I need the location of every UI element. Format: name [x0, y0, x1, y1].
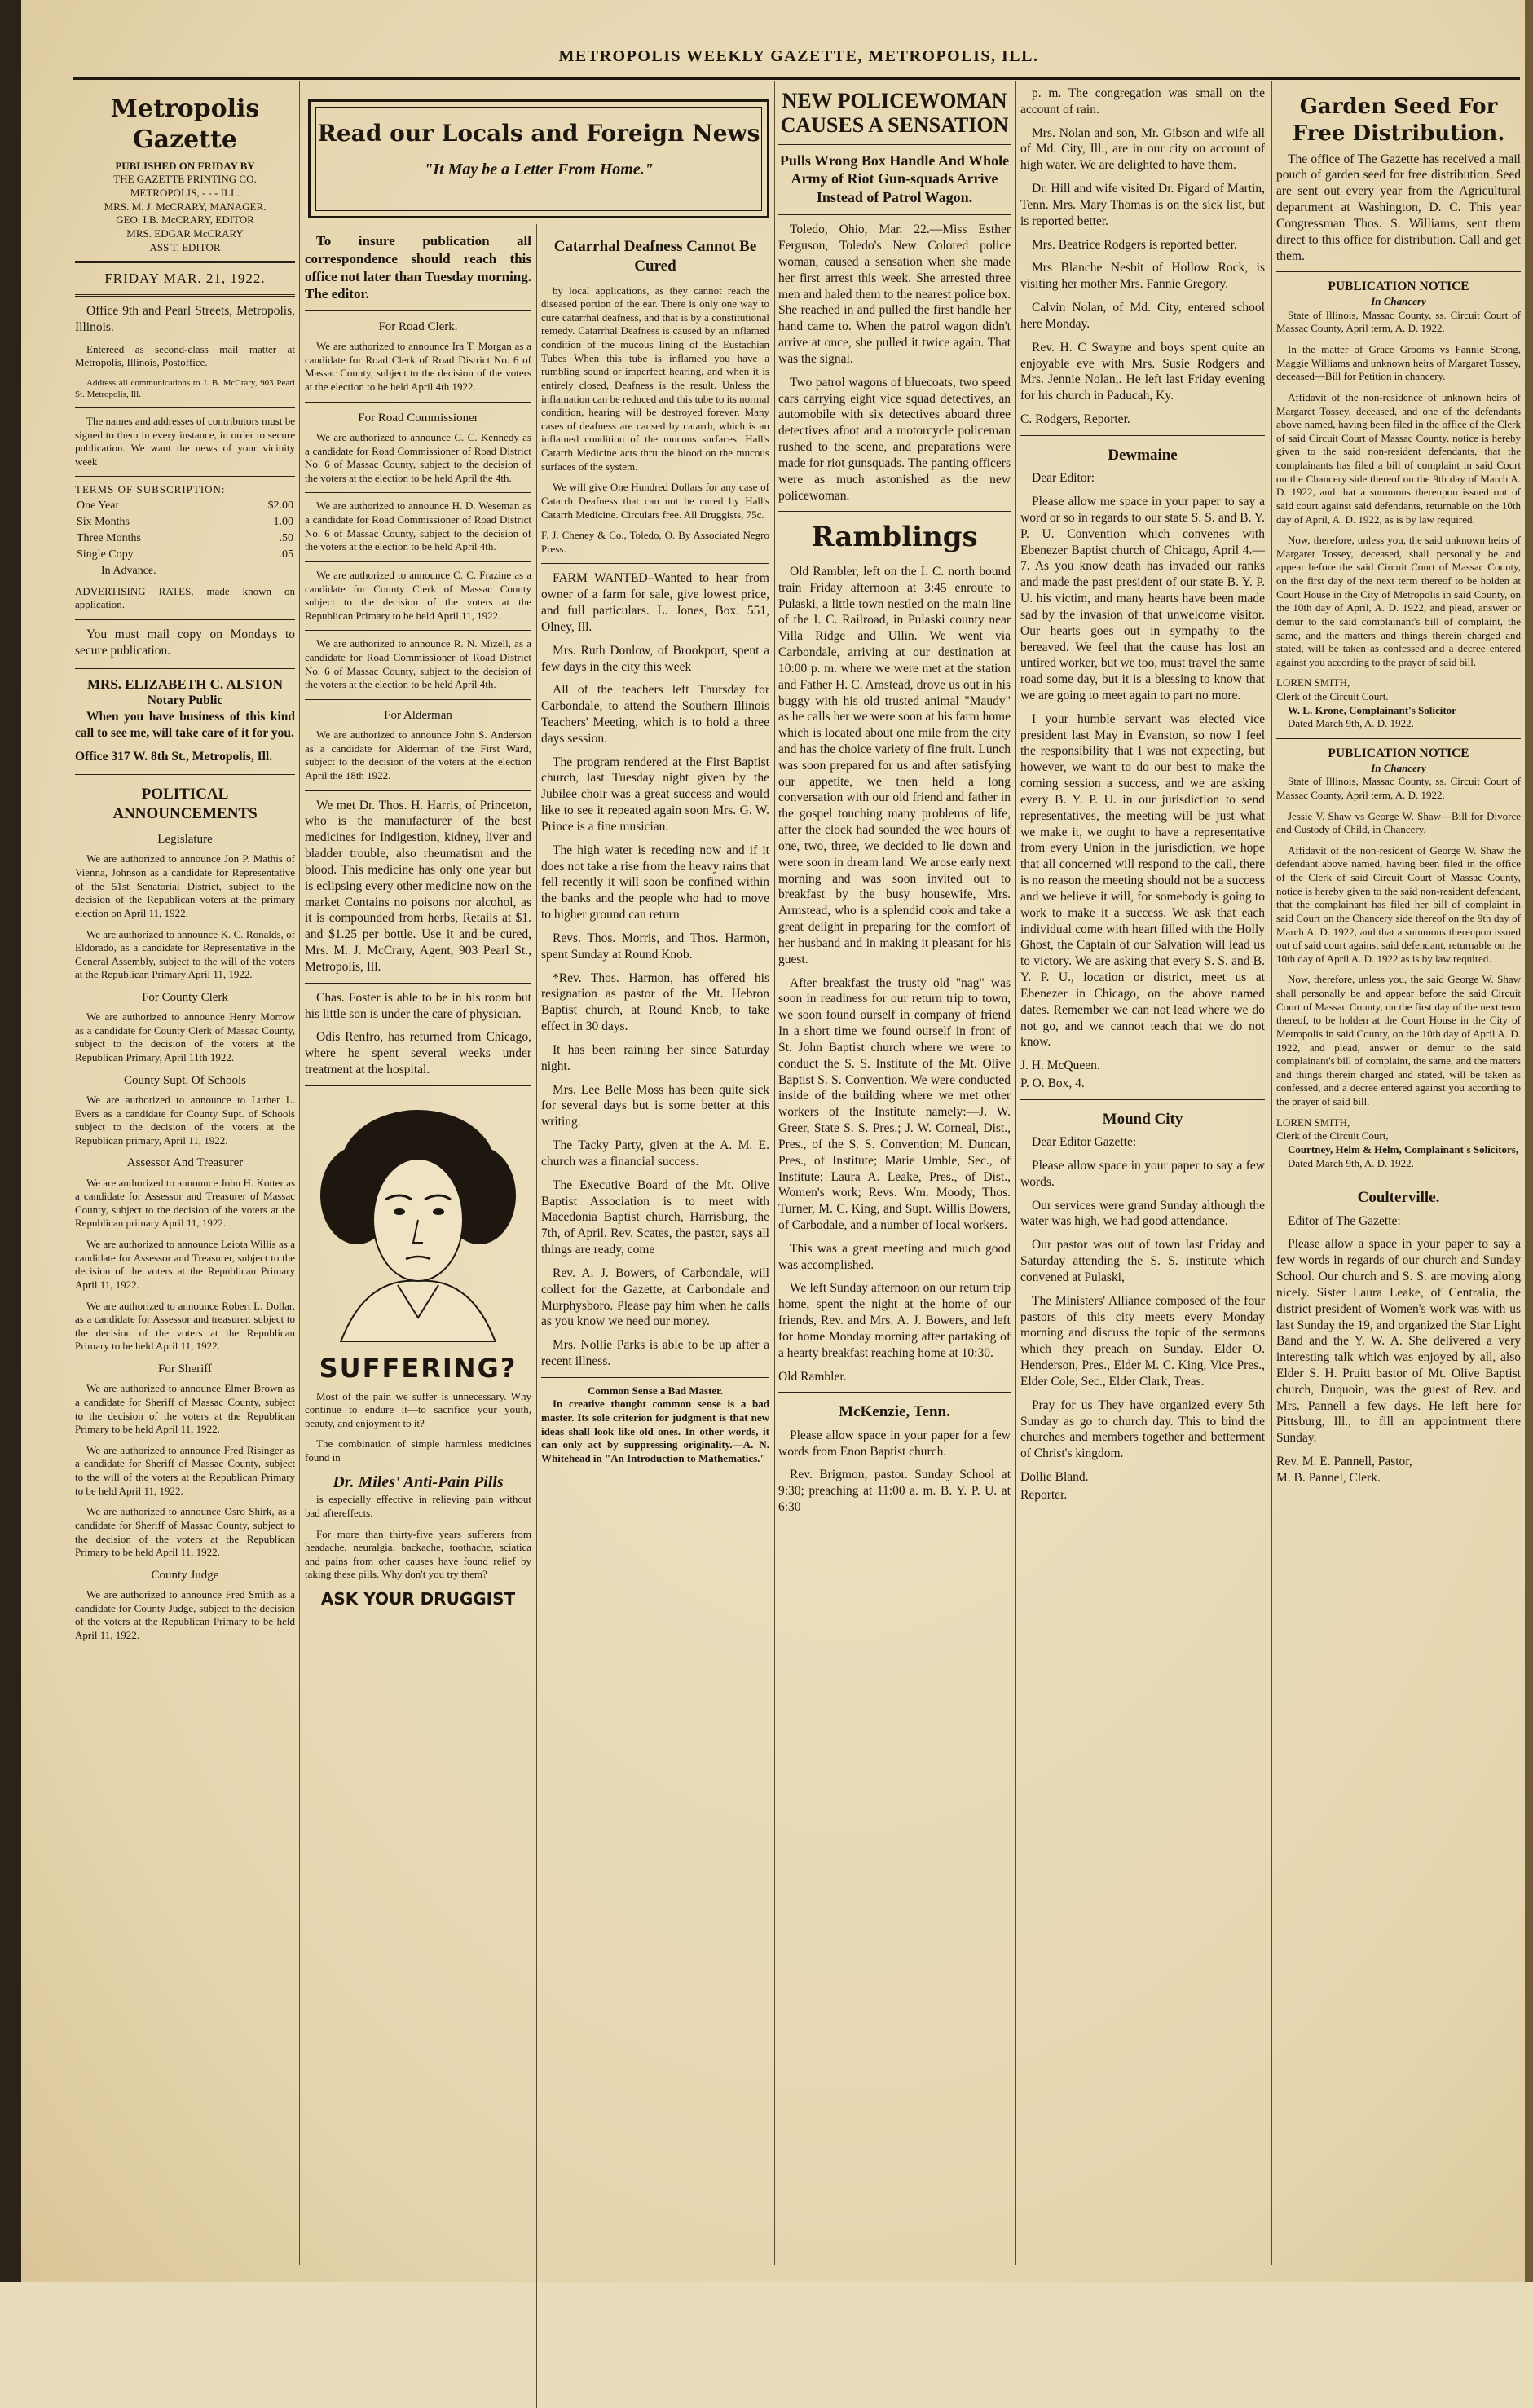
- announcement: We are authorized to announce Fred Risinger as a candidate for Sheriff of Massac County, subject to the will of the voters at the Republican Primary to be held April 11, 1922.: [75, 1443, 295, 1497]
- notice-title: PUBLICATION NOTICE: [1328, 280, 1469, 294]
- ad-text: For more than thirty-five years sufferers from headache, neuralgia, backache, toothache, sciatica and pains from other causes have found relief by taking these pills. Why don't you try them?: [305, 1527, 531, 1581]
- article-paragraph: Mrs Blanche Nesbit of Hollow Rock, is visiting her mother Mrs. Fannie Gregory.: [1020, 261, 1265, 292]
- column-2: [305, 232, 531, 2253]
- tacky-item: The Tacky Party, given at the A. M. E. church was a financial success.: [541, 1138, 769, 1169]
- terms-row: [77, 515, 293, 530]
- clerk-signature: M. B. Pannel, Clerk.: [1276, 1470, 1381, 1485]
- insure-note: To insure publication all correspondence should reach this office not later than Tuesday morning. The editor.: [305, 233, 531, 302]
- article-paragraph: This was a great meeting and much good was accomplished.: [778, 1241, 1011, 1272]
- board-item: The Executive Board of the Mt. Olive Baptist Association is to meet with Macedonia Baptist church, Harrisburg, the 7th, of April. Rev. Scates, the pastor, says all things are ready, come: [541, 1178, 769, 1257]
- bland-title: Reporter.: [1020, 1487, 1068, 1502]
- divider: [778, 1392, 1011, 1393]
- announcement: We are authorized to announce C. C. Frazine as a candidate for County Clerk of Massac County subject to the decision of the voters at the Republican Primary to be held April 11, 1922.: [305, 568, 531, 622]
- ad-text: The combination of simple harmless medicines found in: [305, 1437, 531, 1464]
- divider: [75, 773, 295, 775]
- terms-value: [241, 564, 293, 579]
- article-paragraph: Mrs. Nolan and son, Mr. Gibson and wife all of Md. City, Ill., are in our city on account of high water. We are delighted to have them.: [1020, 125, 1265, 173]
- mcqueen-signature: J. H. McQueen.: [1020, 1059, 1100, 1073]
- notice-signature: LOREN SMITH,: [1276, 1116, 1350, 1129]
- office-address: Office 9th and Pearl Streets, Metropolis, Illinois.: [75, 303, 295, 334]
- divider: [1020, 1099, 1265, 1100]
- donlow-item: Mrs. Ruth Donlow, of Brookport, spent a few days in the city this week: [541, 643, 769, 674]
- article-paragraph: We left Sunday afternoon on our return trip home, spent the night at the home of our friends, Rev. and Mrs. A. J. Bowers, and left for home Monday morning after partaking of a hearty breakfast reaching home at 10:30.: [778, 1281, 1011, 1360]
- alston-office: Office 317 W. 8th St., Metropolis, Ill.: [75, 749, 273, 764]
- moss-item: Mrs. Lee Belle Moss has been quite sick for several days but is some better at this writing.: [541, 1082, 769, 1129]
- catarrh-title: Catarrhal Deafness Cannot Be Cured: [553, 238, 757, 275]
- notice-signature: Clerk of the Circuit Court,: [1276, 1129, 1389, 1142]
- subhead-alderman: For Alderman: [384, 708, 452, 722]
- article-paragraph: Please allow space in your paper for a few words from Enon Baptist church.: [778, 1428, 1011, 1459]
- divider: [305, 1085, 531, 1086]
- bowers-item: Rev. A. J. Bowers, of Carbondale, will collect for the Gazette, at Carbondale and Murphysboro. Please pay him when he calls as you know we need our money.: [541, 1266, 769, 1329]
- rambler-signature: Old Rambler.: [778, 1369, 847, 1384]
- editor-line: GEO. I.B. McCRARY, EDITOR: [116, 214, 254, 227]
- mcqueen-box: P. O. Box, 4.: [1020, 1076, 1085, 1091]
- article-paragraph: Toledo, Ohio, Mar. 22.—Miss Esther Ferguson, Toledo's New Colored police woman, caused a sensation when she made her first arrest this week. She arrested three men and haled them to the nearest police box. She reached in and pulled the first handle her hand came to. When the patrol wagon didn't arrive at once, she pulled it twice again. That was the signal.: [778, 222, 1011, 366]
- box-subtitle: "It May be a Letter From Home.": [424, 161, 654, 178]
- assistant-title: ASS'T. EDITOR: [149, 240, 221, 253]
- alston-title: Notary Public: [147, 693, 223, 708]
- seed-text: The office of The Gazette has received a mail pouch of garden seed for free distribution. Seed are sent out every year from the Agricultural department at Washington, D. C. This year Congressman Thos. S. Williams, sent them direct to this office for distribution. Call and get them.: [1276, 152, 1521, 263]
- masthead-rule: [73, 77, 1520, 80]
- column-5: [1020, 86, 1265, 2237]
- divider: [305, 699, 531, 700]
- mound-city-title: Mound City: [1102, 1110, 1183, 1128]
- page-edge-left: [0, 0, 21, 2282]
- teachers-item: All of the teachers left Thursday for Carbondale, to attend the Southern Illinois Teachers' Meeting, which is to hold a three days session.: [541, 683, 769, 746]
- divider: [305, 790, 531, 791]
- ad-headline: SUFFERING?: [319, 1352, 518, 1384]
- terms-title: TERMS OF SUBSCRIPTION:: [75, 483, 226, 496]
- terms-row: [77, 548, 293, 562]
- article-paragraph: Calvin Nolan, of Md. City, entered school here Monday.: [1020, 301, 1265, 331]
- announcement: We are authorized to announce John S. Anderson as a candidate for Alderman of the First Ward, subject to the decision of the voters at the election April the 18th 1922.: [305, 729, 531, 781]
- notice-solicitor: Courtney, Helm & Helm, Complainant's Solicitors,: [1288, 1142, 1519, 1156]
- ramblings-title: Ramblings: [811, 521, 978, 554]
- notice-paragraph: Affidavit of the non-resident of George W. Shaw the defendant above named, having been filed in the office of the Clerk of said Circuit Court of Massac County, notice is hereby given to the said non-resident defendant, that the complainant has filed her bill of complaint in said Court on the Chancery side thereof on the 9th day of March A. D. 1922, and that a summons thereupon issued out of said court against said defendant, returnable on the 10th day of April A. D. 1922 as is by law required.: [1276, 843, 1521, 965]
- divider: [778, 214, 1011, 215]
- coulterville-title: Coulterville.: [1357, 1189, 1440, 1207]
- masthead: METROPOLIS WEEKLY GAZETTE, METROPOLIS, ILL.: [558, 47, 1039, 65]
- catarrh-signature: F. J. Cheney & Co., Toledo, O. By Associated Negro Press.: [541, 529, 769, 555]
- revs-item: Revs. Thos. Morris, and Thos. Harmon, spent Sunday at Round Knob.: [541, 931, 769, 962]
- salutation: Dear Editor Gazette:: [1032, 1135, 1137, 1150]
- column-rule: [299, 81, 300, 2265]
- subhead-assessor: Assessor And Treasurer: [126, 1156, 244, 1170]
- divider: [541, 563, 769, 564]
- subhead-sheriff: For Sheriff: [158, 1362, 212, 1376]
- article-paragraph: The Ministers' Alliance composed of the four pastors of this city meets every Monday morning and discuss the topic of the sermons which they preach on Sunday. Elder O. Henderson, Pres., Elder M. C. King, Vice Pres., Elder Cole, Sec., Elder Clark, Treas.: [1020, 1293, 1265, 1389]
- column-3: [541, 232, 769, 2253]
- notice-subtitle: In Chancery: [1371, 295, 1426, 308]
- terms-label: In Advance.: [101, 564, 156, 577]
- article-paragraph: Old Rambler, left on the I. C. north bound train Friday afternoon at 3:45 enroute to Pulaski, a little town nestled on the main line of the I. C. Railroad, in Pulaski county near Villa Ridge and Ullin. We went via Carbondale, arriving at our destination at 10:00 p. m. where we were met at the station and Father H. C. Amstead, drove us out in his buggy with his old trusted animal "Maudy" as he calls her we were soon at his farm home which is located about one mile from the city and has the choice variety of fine fruit. Lunch was soon prepared for us and after satisfying our appetite, we then held a long conversation with our old friend and father in the gospel touching many problems of life, after the clock had sounded the wee hours of one, two, three, we decided to lie down and were soon in dream land. We arose early next morning and was soon invited out to breakfast by the busy housewife, Mrs. Armstead, who is a splendid cook and take a great delight in preparing for the comfort of her husband and in making it pleasant for his guest.: [778, 564, 1011, 966]
- divider: [305, 492, 531, 493]
- terms-value: .05: [279, 548, 293, 561]
- notice-paragraph: State of Illinois, Massac County, ss. Circuit Court of Massac County, April term, A. D. 1922.: [1276, 308, 1521, 335]
- article-paragraph: Dr. Hill and wife visited Dr. Pigard of Martin, Tenn. Mrs. Mary Thomas is on the sick list, but is reported better.: [1020, 182, 1265, 228]
- terms-label: One Year: [77, 500, 120, 513]
- article-paragraph: Please allow me space in your paper to say a word or so in regards to our state S. S. and B. Y. P. U. Convention which convenes with Ebenezer Baptist church of Chicago, April 4.—7. As you know death has invaded our ranks and made the past president of our state B. Y. P. U. his victim, and many hearts have been made sad by the invasion of that unwelcome visitor. Our hearts goes out in sympathy to the bereaved. We feel that the cause has lost an untired worker, but we too, must travel the same road some day, but it is a blessing to know that we are going to meet again to part no more.: [1020, 495, 1265, 702]
- column-rule: [1015, 81, 1016, 2265]
- divider: [305, 402, 531, 403]
- subhead-road-clerk: For Road Clerk.: [378, 320, 458, 333]
- article-paragraph: Rev. H. C Swayne and boys spent quite an enjoyable eve with Mrs. Susie Rodgers and Mrs. Jennie Nolan,. He left last Friday evening for his church in Paducah, Ky.: [1020, 340, 1265, 403]
- sense-title: Common Sense a Bad Master.: [588, 1384, 723, 1397]
- notice-date: Dated March 9th, A. D. 1922.: [1288, 1156, 1414, 1169]
- divider: [778, 511, 1011, 512]
- article-paragraph: Rev. Brigmon, pastor. Sunday School at 9:30; preaching at 11:00 a. m. B. Y. P. U. at 6:30: [778, 1468, 1011, 1515]
- subhead-county-clerk: For County Clerk: [142, 991, 228, 1005]
- policewoman-headline: NEW POLICEWOMAN CAUSES A SENSATION: [780, 89, 1009, 137]
- column-rule: [536, 224, 537, 2408]
- divider: [1020, 435, 1265, 436]
- renfro-item: Odis Renfro, has returned from Chicago, where he spent several weeks under treatment at the hospital.: [305, 1030, 531, 1076]
- advertising-rates: ADVERTISING RATES, made known on application.: [75, 584, 295, 611]
- salutation: Dear Editor:: [1032, 471, 1095, 486]
- locals-news-box: [308, 99, 769, 218]
- parks-item: Mrs. Nollie Parks is able to be up after a recent illness.: [541, 1338, 769, 1368]
- terms-row: [77, 531, 293, 546]
- issue-date: FRIDAY MAR. 21, 1922.: [104, 271, 266, 287]
- manager-line: MRS. M. J. McCRARY, MANAGER.: [104, 200, 267, 213]
- article-paragraph: Please allow space in your paper to say a few words.: [1020, 1159, 1265, 1189]
- terms-value: .50: [279, 531, 293, 544]
- program-item: The program rendered at the First Baptist church, last Tuesday night given by the Jubilee choir was a great success and would like to see it repeated again soon Mrs. G. W. Prince is a fine musician.: [541, 755, 769, 834]
- ad-brand: Dr. Miles' Anti-Pain Pills: [333, 1473, 504, 1491]
- notice-subtitle: In Chancery: [1371, 761, 1426, 774]
- announcement: We are authorized to announce Fred Smith as a candidate for County Judge, subject to the decision of the voters at the Republican Primary to be held April 11, 1922.: [75, 1587, 295, 1641]
- foster-item: Chas. Foster is able to be in his room but his little son is under the care of physician.: [305, 990, 531, 1021]
- notice-solicitor: W. L. Krone, Complainant's Solicitor: [1288, 703, 1456, 716]
- mail-note: You must mail copy on Mondays to secure publication.: [75, 627, 295, 658]
- terms-row: [77, 499, 293, 513]
- announcement: We are authorized to announce H. D. Weseman as a candidate for Road Commissioner of Road District No. 6 of Massac County, subject to the decision of the voters at the election to be held April 4th.: [305, 500, 531, 553]
- divider: [75, 294, 295, 297]
- column-6: [1276, 86, 1521, 2237]
- notice-title: PUBLICATION NOTICE: [1328, 746, 1469, 760]
- notice-paragraph: Affidavit of the non-residence of unknown heirs of Margaret Tossey, deceased, and one of the defendants above named, having been filed in the office of the Clerk of said Circuit Court of Massac County, notice is hereby given to the said non-resident defendants, that the complainants has filed a bill of complaint in said Court on the Chancery side thereof on the 9th day of March A. D. 1922, and that a summons thereupon issued out of said court against said defendants, returnable on the 10th day of April, A. D. 1922, as is by law required.: [1276, 390, 1521, 526]
- ad-text: Most of the pain we suffer is unnecessary. Why continue to endure it—to sacrifice your youth, beauty, and enjoyment to it?: [305, 1389, 531, 1429]
- entered-note: Entereed as second-class mail matter at Metropolis, Illinois, Postoffice.: [75, 342, 295, 369]
- policewoman-subhead: Pulls Wrong Box Handle And Whole Army of Riot Gun-squads Arrive Instead of Patrol Wagon.: [779, 152, 1010, 205]
- announcement: We are authorized to announce Leiota Willis as a candidate for Assessor and Treasurer, subject to the decision of the voters at the Republican Primary April 11, 1922.: [75, 1238, 295, 1291]
- terms-label: Single Copy: [77, 548, 134, 561]
- seed-title: Garden Seed For Free Distribution.: [1292, 95, 1505, 147]
- catarrh-text: by local applications, as they cannot reach the diseased portion of the ear. There is only one way to cure catarrhal deafness, and that is by a constitutional remedy. Catarrhal Deafness is caused by an inflamed condition of the mucous lining of the Eustachian Tubes When this tube is inflamed you have a rumbling sound or imperfect hearing, and when it is entirely closed, Deafness is the result. Unless the inflamation can be reduced and this tube to its normal condition, hearing will be destroyed forever. Many cases of deafness are caused by catarrh, which is an inflamed condition of the mucous surfaces. Hall's Catarrh Medicine acts thru the blood on the mucous surfaces of the system.: [541, 284, 769, 473]
- divider: [75, 619, 295, 620]
- notice-paragraph: State of Illinois, Massac County, ss. Circuit Court of Massac County, April term, A. D. 1922.: [1276, 775, 1521, 801]
- terms-value: $2.00: [267, 500, 293, 513]
- terms-row: [77, 564, 293, 579]
- subhead-county-judge: County Judge: [151, 1568, 219, 1582]
- article-paragraph: Our pastor was out of town last Friday and Saturday attending the S. S. institute which convened at Pulaski,: [1020, 1238, 1265, 1284]
- alston-text: When you have business of this kind call to see me, will take care of it for you.: [75, 710, 295, 740]
- woman-portrait-illustration: [305, 1098, 531, 1342]
- column-1: [75, 86, 295, 2237]
- divider: [75, 407, 295, 408]
- article-paragraph: Our services were grand Sunday although the water was high, we had good attendance.: [1020, 1198, 1265, 1229]
- divider: [75, 261, 295, 263]
- ad-text: is especially effective in relieving pain without bad aftereffects.: [305, 1493, 531, 1519]
- announcement: We are authorized to announce C. C. Kennedy as a candidate for Road Commissioner of Road District No. 6 of Massac County, subject to the decision of the voters at the election to be held April the 4th.: [305, 430, 531, 484]
- article-paragraph: p. m. The congregation was small on the account of rain.: [1020, 86, 1265, 117]
- salutation: Editor of The Gazette:: [1288, 1213, 1401, 1228]
- harmon-item: *Rev. Thos. Harmon, has offered his resignation as pastor of the Mt. Hebron Baptist church, at Round Knob, to take effect in 30 days.: [541, 971, 769, 1034]
- divider: [305, 310, 531, 311]
- sense-text: In creative thought common sense is a bad master. Its sole criterion for judgment is that new ideas shall look like old ones. In other words, it can only act by suppressing originality.—A. N. Whitehead in "An Introduction to Mathematics.": [541, 1398, 769, 1464]
- announcement: We are authorized to announce Jon P. Mathis of Vienna, Johnson as a candidate for Representative of the 51st Senatorial District, subject to the decision of the Republican voters at the primary election on April 11, 1922.: [75, 852, 295, 919]
- divider: [305, 983, 531, 984]
- company-line: THE GAZETTE PRINTING CO.: [113, 173, 257, 186]
- notice-paragraph: Now, therefore, unless you, the said unknown heirs of Margaret Tossey, deceased, shall personally be and appear before the said Circuit Court of Massac County, on the first day of the next term thereof to be holden at Court House in the City of Metropolis in said County, on the 10th day of April, A. D. 1922, and plead, answer or demur to the said complainant's bill of complaint, the same, and the matters and things therein charged and stated, will be taken as confessed and a decree entered against you according to the prayer of said bill.: [1276, 534, 1521, 668]
- rain-item: It has been raining her since Saturday night.: [541, 1042, 769, 1073]
- column-4: [778, 86, 1011, 2237]
- terms-value: 1.00: [273, 516, 293, 528]
- article-paragraph: After breakfast the trusty old "nag" was soon in readiness for our return trip to town, we soon found ourself in company of friend In a short time we found ourself in front of St. John Baptist church where we were to conduct the S. S. Institute of the Mt. Olive Baptist S. S. Convention. We were conducted inside of the building where we met other workers of the Institute namely:—J. W. Greer, State S. S. Pres.; J. W. Corneal, Dist., Pres., of the S. S. Convention; M. Duncan, Pres., of Institute; Marie Umble, Sec., of Institute; Laura A. Leake, Pres., of Dist., Women's work; Revs. Wm. Moody, Thos. Turner, M. C. King, and Supt. Willis Bowers, of Carbodale, and a number of local workers.: [778, 975, 1011, 1232]
- article-paragraph: Please allow a space in your paper to say a few words in regards of our church and Sunday School. Our church and S. S. are moving along nicely. Sister Laura Leake, of Centralia, the district president of Women's work was with us last Sunday the 19, and organized the Star Light Band and the Y. W. A. She delivered a very interesting talk which was enjoyed by all, also Elder S. H. Pruitt bastor of Mt. Olive Baptist church, Duquoin, was the guest of Rev. and Mrs. Pannell a few days. He left here for Pittsburg, Ill., to fill an appointment there Sunday.: [1276, 1237, 1521, 1446]
- pastor-signature: Rev. M. E. Pannell, Pastor,: [1276, 1455, 1412, 1469]
- harris-item: We met Dr. Thos. H. Harris, of Princeton, who is the manufacturer of the best medicines for Indigestion, kidney, liver and bladder trouble, also rheumatism and the blood. This medicine has only one year but is eclipsing every other medicine now on the market Contains no poisons nor alcohol, as it is compounded from herbs, Retails at $1. and $1.25 per bottle. Use it and be cured, Mrs. M. J. McCrary, Agent, 903 Pearl St., Metropolis, Ill.: [305, 798, 531, 974]
- terms-table: [75, 497, 295, 580]
- announcement: We are authorized to announce Henry Morrow as a candidate for County Clerk of Massac County, subject to the decision of the voters at the Republican Primary, April 11th 1922.: [75, 1010, 295, 1064]
- column-rule: [774, 81, 775, 2265]
- article-paragraph: Mrs. Beatrice Rodgers is reported better.: [1032, 237, 1237, 252]
- box-title: Read our Locals and Foreign News: [317, 120, 760, 147]
- assistant-line: MRS. EDGAR McCRARY: [126, 227, 244, 240]
- notice-paragraph: In the matter of Grace Grooms vs Fannie Strong, Maggie Williams and unknown heirs of Margaret Tossey, deceased—Bill for Petition in chancery.: [1276, 343, 1521, 383]
- announcement: We are authorized to announce Robert L. Dollar, as a candidate for Assessor and treasurer, subject to the decision of the voters at the Republican Primary to be held April 11, 1922.: [75, 1299, 295, 1353]
- divider: [75, 476, 295, 477]
- names-note: The names and addresses of contributors must be signed to them in every instance, in order to secure publication. We want the news of your vicinity week: [75, 414, 295, 468]
- reporter-signature: C. Rodgers, Reporter.: [1020, 412, 1130, 427]
- announcement: We are authorized to announce to Luther L. Evers as a candidate for County Supt. of Schools subject to the decision of the voters at the Republican primary, April 11, 1922.: [75, 1093, 295, 1147]
- notice-date: Dated March 9th, A. D. 1922.: [1288, 717, 1414, 730]
- terms-label: Three Months: [77, 531, 141, 544]
- divider: [305, 561, 531, 562]
- column-rule: [1271, 81, 1272, 2265]
- subhead-schools: County Supt. Of Schools: [123, 1073, 246, 1087]
- dewmaine-title: Dewmaine: [1108, 446, 1178, 464]
- place-line: METROPOLIS, - - - ILL.: [130, 187, 240, 200]
- divider: [541, 1377, 769, 1378]
- article-paragraph: Two patrol wagons of bluecoats, two speed cars carrying eight vice squad detectives, an automobile with six detectives aboard three detectives afoot and a motorcycle policeman rushed to the scene, and preparations were made for riot gunsquads. The panting officers were as much astonished as the new policewoman.: [778, 375, 1011, 503]
- farm-wanted: FARM WANTED–Wanted to hear from owner of a farm for sale, give lowest price, and full particulars. L. Jones, Box. 551, Olney, Ill.: [541, 571, 769, 634]
- article-paragraph: I your humble servant was elected vice president last May in Evanston, so now I feel the responsibility that I was not expecting, but however, we want to do our best to make the coming session a success, and we are asking every B. Y. P. U. in our jurisdiction to send representatives, the meeting will be just what we make it, we ought to have a representative from every Union in the jurisdiction, we hope that all concerned will respond to the call, there is no reason the meeting should not be a success and we believe it will, for somebody is going to work to make it a success. We ask that each individual come with heart filled with the Holly Ghost, the Captain of our Salvation will lead us to victory. We are asking that every S. S. and B. Y. P. U., location or district, meet us at Ebenezer in Chicago, on the above named dates. Remember we can not lead where we do not go, and we cannot teach that we do not know.: [1020, 711, 1265, 1050]
- subhead-legislature: Legislature: [157, 833, 213, 847]
- divider: [75, 667, 295, 669]
- mckenzie-title: McKenzie, Tenn.: [839, 1403, 950, 1421]
- article-paragraph: Pray for us They have organized every 5th Sunday as go to church day. This to bind the churches and members together and betterment of Christ's kingdom.: [1020, 1398, 1265, 1461]
- notice-signature: LOREN SMITH,: [1276, 676, 1350, 689]
- announcement: We are authorized to announce John H. Kotter as a candidate for Assessor and Treasurer of Massac County, subject to the decision of the voters at the Republican primary April 11, 1922.: [75, 1176, 295, 1230]
- divider: [1276, 271, 1521, 272]
- notice-paragraph: Jessie V. Shaw vs George W. Shaw—Bill for Divorce and Custody of Child, in Chancery.: [1276, 809, 1521, 836]
- page-edge-right: [1525, 0, 1533, 2282]
- address-note: Address all communications to J. B. McCrary, 903 Pearl St. Metropolis, Ill.: [75, 377, 295, 399]
- water-item: The high water is receding now and if it does not take a rise from the heavy rains that fell recently it will soon be confined within the banks and the people who had to move to higher ground can return: [541, 843, 769, 922]
- published-line: PUBLISHED ON FRIDAY BY: [115, 159, 255, 172]
- bland-signature: Dollie Bland.: [1020, 1470, 1089, 1485]
- announcement: We are authorized to announce R. N. Mizell, as a candidate for Road Commissioner of Road District No. 6 of Massac County, subject to the decision of the voters at the election to be held April 4th.: [305, 637, 531, 691]
- divider: [778, 144, 1011, 145]
- alston-name: MRS. ELIZABETH C. ALSTON: [86, 676, 284, 692]
- divider: [305, 630, 531, 631]
- paper-nameplate: Metropolis Gazette: [110, 95, 260, 155]
- announcement: We are authorized to announce K. C. Ronalds, of Eldorado, as a candidate for Representative in the General Assembly, subject to the will of the voters at the Republican Primary April 11, 1922.: [75, 927, 295, 981]
- notice-signature: Clerk of the Circuit Court.: [1276, 690, 1389, 703]
- subhead-road-commissioner: For Road Commissioner: [358, 411, 478, 425]
- terms-label: Six Months: [77, 516, 130, 528]
- announcement: We are authorized to announce Elmer Brown as a candidate for Sheriff of Massac County, subject to the decision of the voters at the Republican Primary to be held April 11, 1922.: [75, 1382, 295, 1436]
- catarrh-text: We will give One Hundred Dollars for any case of Catarrh Deafness that can not be cured by Hall's Catarrh Medicine. Circulars free. All Druggists, 75c.: [541, 481, 769, 521]
- political-title: POLITICAL ANNOUNCEMENTS: [112, 785, 258, 822]
- announcement: We are authorized to announce Ira T. Morgan as a candidate for Road Clerk of Road District No. 6 of Massac County, subject to the decision of the voters at the election to be held April 4th 1922.: [305, 340, 531, 394]
- divider: [1276, 738, 1521, 739]
- announcement: We are authorized to announce Osro Shirk, as a candidate for Sheriff of Massac County, subject to the decision of the voters at the Republican Primary to be held April 11, 1922.: [75, 1505, 295, 1559]
- notice-paragraph: Now, therefore, unless you, the said George W. Shaw shall personally be and appear before the said Circuit Court of Massac County, on the first day of the next term thereof, to be holden at the Court House in the City of Metropolis in said County, on the 10th day of April A. D. 1922, and plead, answer or demur to the said complainant's bill of complaint, the same, and the matters and things therein charged and stated, will be taken as confessed, and a decree entered against you according to the prayer of said bill.: [1276, 973, 1521, 1108]
- ad-footer: ASK YOUR DRUGGIST: [320, 1589, 516, 1609]
